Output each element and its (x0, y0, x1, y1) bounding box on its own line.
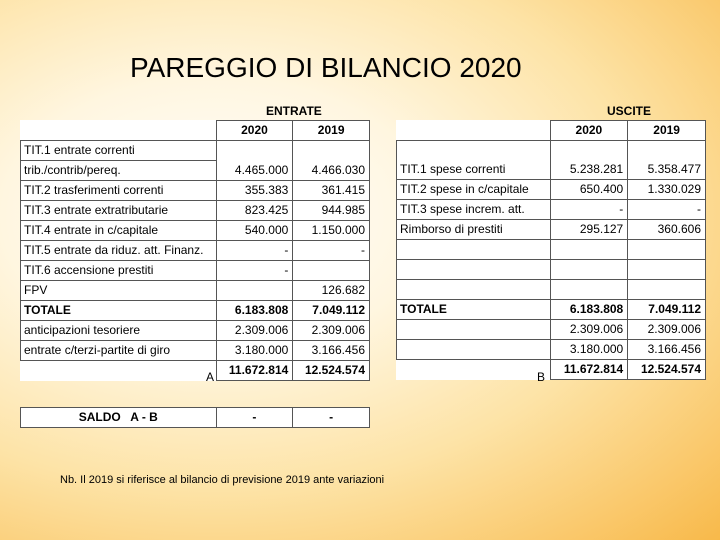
row-label: trib./contrib/pereq. (21, 161, 217, 181)
table-row (397, 240, 706, 260)
row-label: TIT.3 entrate extratributarie (21, 201, 217, 221)
value-2019: 2.309.006 (293, 321, 370, 341)
table-row (21, 141, 370, 161)
value-2019: - (628, 200, 706, 220)
value-2020: 540.000 (216, 221, 293, 241)
year-header-2020: 2020 (216, 121, 293, 141)
row-label: anticipazioni tesoriere (21, 321, 217, 341)
table-row (397, 160, 706, 180)
year-header-2020: 2020 (550, 121, 628, 141)
table-row (21, 221, 370, 241)
value-2019 (293, 261, 370, 281)
table-row (397, 300, 706, 320)
saldo-row (21, 408, 370, 428)
table-row (21, 201, 370, 221)
table-row (397, 260, 706, 280)
value-2020: - (550, 200, 628, 220)
saldo-2019: - (293, 408, 370, 428)
value-2019: 944.985 (293, 201, 370, 221)
value-2020: - (216, 261, 293, 281)
year-header-2019: 2019 (628, 121, 706, 141)
row-label (397, 260, 551, 280)
value-2020 (216, 141, 293, 161)
row-label: TIT.5 entrate da riduz. att. Finanz. (21, 241, 217, 261)
value-2020: 5.238.281 (550, 160, 628, 180)
table-row (397, 280, 706, 300)
row-label (397, 320, 551, 340)
row-label: TIT.2 trasferimenti correnti (21, 181, 217, 201)
row-label: entrate c/terzi-partite di giro (21, 341, 217, 361)
table-row (397, 220, 706, 240)
row-label (397, 280, 551, 300)
value-2019: 360.606 (628, 220, 706, 240)
saldo-2020: - (216, 408, 293, 428)
row-label: Rimborso di prestiti (397, 220, 551, 240)
year-header-2019: 2019 (293, 121, 370, 141)
row-label: TIT.4 entrate in c/capitale (21, 221, 217, 241)
value-2020: 4.465.000 (216, 161, 293, 181)
row-label: TIT.2 spese in c/capitale (397, 180, 551, 200)
value-2020: 6.183.808 (550, 300, 628, 320)
entrate-year-row (21, 121, 370, 141)
value-2019 (628, 240, 706, 260)
value-2019: 7.049.112 (628, 300, 706, 320)
table-row (21, 301, 370, 321)
table-row (21, 341, 370, 361)
table-row (397, 200, 706, 220)
marker-b: B (537, 370, 546, 384)
uscite-header: USCITE (607, 104, 652, 118)
row-label: TOTALE (21, 301, 217, 321)
uscite-year-row (397, 121, 706, 141)
table-row (397, 141, 706, 161)
row-label: TIT.6 accensione prestiti (21, 261, 217, 281)
page-title: PAREGGIO DI BILANCIO 2020 (130, 52, 522, 83)
table-row (21, 241, 370, 261)
value-2020: 823.425 (216, 201, 293, 221)
value-2019: 3.166.456 (293, 341, 370, 361)
value-2020 (550, 240, 628, 260)
saldo-table (20, 407, 370, 428)
value-2020: 355.383 (216, 181, 293, 201)
value-2020: 11.672.814 (550, 360, 628, 380)
value-2020 (216, 281, 293, 301)
value-2019: 5.358.477 (628, 160, 706, 180)
row-label: TIT.1 spese correnti (397, 160, 551, 180)
value-2020: 11.672.814 (216, 361, 293, 381)
value-2020: 3.180.000 (216, 341, 293, 361)
value-2019: 12.524.574 (293, 361, 370, 381)
value-2019: 1.150.000 (293, 221, 370, 241)
entrate-header: ENTRATE (266, 104, 322, 118)
value-2020 (550, 280, 628, 300)
table-row (21, 261, 370, 281)
value-2020: 6.183.808 (216, 301, 293, 321)
table-row (397, 360, 706, 380)
table-row (21, 321, 370, 341)
value-2020: 295.127 (550, 220, 628, 240)
value-2020 (550, 141, 628, 161)
marker-a: A (206, 370, 215, 384)
value-2019: 7.049.112 (293, 301, 370, 321)
value-2019 (628, 280, 706, 300)
row-label: TIT.1 entrate correnti (21, 141, 217, 161)
table-row (21, 361, 370, 381)
row-label (397, 340, 551, 360)
table-row (21, 281, 370, 301)
row-label (21, 361, 217, 381)
value-2020: 3.180.000 (550, 340, 628, 360)
value-2019: 3.166.456 (628, 340, 706, 360)
value-2020: - (216, 241, 293, 261)
table-row (21, 181, 370, 201)
row-label (397, 360, 551, 380)
table-row (397, 320, 706, 340)
table-row (21, 161, 370, 181)
value-2020: 2.309.006 (216, 321, 293, 341)
row-label (397, 240, 551, 260)
value-2019 (293, 141, 370, 161)
table-row (397, 180, 706, 200)
value-2019: 126.682 (293, 281, 370, 301)
value-2019: 4.466.030 (293, 161, 370, 181)
value-2019: 361.415 (293, 181, 370, 201)
value-2019 (628, 141, 706, 161)
uscite-table (396, 120, 706, 380)
value-2019 (628, 260, 706, 280)
entrate-table (20, 120, 370, 381)
value-2020: 2.309.006 (550, 320, 628, 340)
value-2019: - (293, 241, 370, 261)
value-2020 (550, 260, 628, 280)
row-label: TOTALE (397, 300, 551, 320)
table-row (397, 340, 706, 360)
value-2019: 1.330.029 (628, 180, 706, 200)
value-2019: 12.524.574 (628, 360, 706, 380)
row-label: FPV (21, 281, 217, 301)
row-label: TIT.3 spese increm. att. (397, 200, 551, 220)
saldo-label: SALDO A - B (21, 408, 217, 428)
row-label (397, 141, 551, 161)
value-2019: 2.309.006 (628, 320, 706, 340)
footnote: Nb. Il 2019 si riferisce al bilancio di previsione 2019 ante variazioni (60, 474, 385, 486)
value-2020: 650.400 (550, 180, 628, 200)
